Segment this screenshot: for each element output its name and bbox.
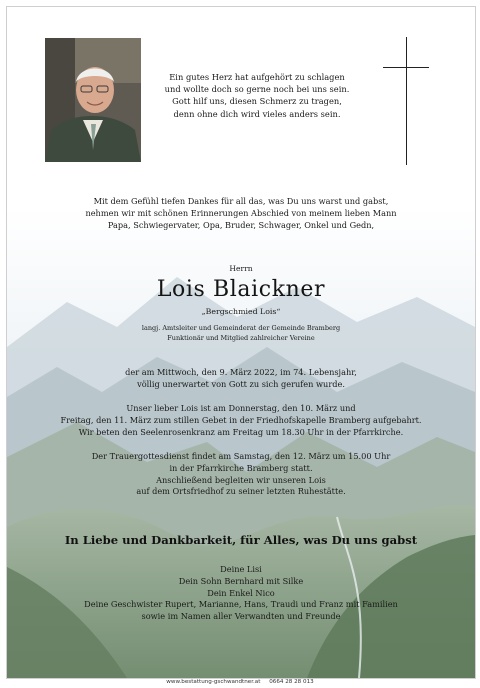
mourner-line: Dein Enkel Nico xyxy=(207,587,275,598)
mourner-line: Deine Lisi xyxy=(220,564,262,574)
portrait-photo xyxy=(45,38,141,162)
mourners-list xyxy=(7,564,475,623)
cross-horizontal-bar xyxy=(383,67,429,68)
salutation: Herrn xyxy=(229,264,253,273)
deceased-name: Lois Blaickner xyxy=(156,277,326,302)
death-line: der am Mittwoch, den 9. März 2022, im 74. Lebensjahr, xyxy=(125,367,357,377)
nickname: „Bergschmied Lois“ xyxy=(201,307,281,316)
memorial-verse xyxy=(147,71,367,120)
service-line: auf dem Ortsfriedhof zu seiner letzten Ruhestätte. xyxy=(136,486,346,497)
footer-phone: 0664 28 28 013 xyxy=(269,679,314,685)
wake-line: Unser lieber Lois ist am Donnerstag, den 10. März und xyxy=(126,403,356,413)
gratitude-line: In Liebe und Dankbarkeit, für Alles, was Du uns gabst xyxy=(64,533,418,547)
role-line: langj. Amtsleiter und Gemeinderat der Gemeinde Bramberg xyxy=(141,324,341,332)
roles xyxy=(7,323,475,343)
intro-text xyxy=(7,196,475,231)
service-line: Anschließend begleiten wir unseren Lois xyxy=(156,474,326,485)
verse-line: Gott hilf uns, diesen Schmerz zu tragen, xyxy=(172,96,342,107)
mourner-line: sowie im Namen aller Verwandten und Freunde xyxy=(141,611,341,622)
verse-line: Ein gutes Herz hat aufgehört zu schlagen xyxy=(169,72,345,82)
service-line: in der Pfarrkirche Bramberg statt. xyxy=(169,462,313,473)
cross-icon xyxy=(383,37,429,165)
wake-line: Wir beten den Seelenrosenkranz am Freitag um 18.30 Uhr in der Pfarrkirche. xyxy=(78,426,404,437)
funeral-service-details xyxy=(7,451,475,498)
verse-line: und wollte doch so gerne noch bei uns sein. xyxy=(164,84,350,95)
footer-website-link[interactable]: www.bestattung-gschwandtner.at xyxy=(166,679,261,685)
wake-details xyxy=(7,403,475,438)
parte-card xyxy=(6,6,476,679)
verse-line: denn ohne dich wird vieles anders sein. xyxy=(173,108,341,119)
role-line: Funktionär und Mitglied zahlreicher Vereine xyxy=(167,334,315,343)
intro-line: Mit dem Gefühl tiefen Dankes für all das, was Du uns warst und gabst, xyxy=(93,196,389,206)
service-line: Der Trauergottesdienst findet am Samstag, den 12. März um 15.00 Uhr xyxy=(91,451,391,461)
intro-line: Papa, Schwiegervater, Opa, Bruder, Schwager, Onkel und Gedn, xyxy=(107,219,375,230)
footer xyxy=(0,679,480,685)
portrait-image xyxy=(45,38,141,162)
mourner-line: Dein Sohn Bernhard mit Silke xyxy=(178,575,304,586)
cross-vertical-bar xyxy=(406,37,407,165)
intro-line: nehmen wir mit schönen Erinnerungen Abschied von meinem lieben Mann xyxy=(85,207,397,218)
mourner-line: Deine Geschwister Rupert, Marianne, Hans, Traudi und Franz mit Familien xyxy=(84,599,398,610)
death-notice xyxy=(7,367,475,391)
death-line: völlig unerwartet von Gott zu sich gerufen wurde. xyxy=(137,378,345,389)
wake-line: Freitag, den 11. März zum stillen Gebet in der Friedhofskapelle Bramberg aufgebahrt. xyxy=(60,414,422,425)
